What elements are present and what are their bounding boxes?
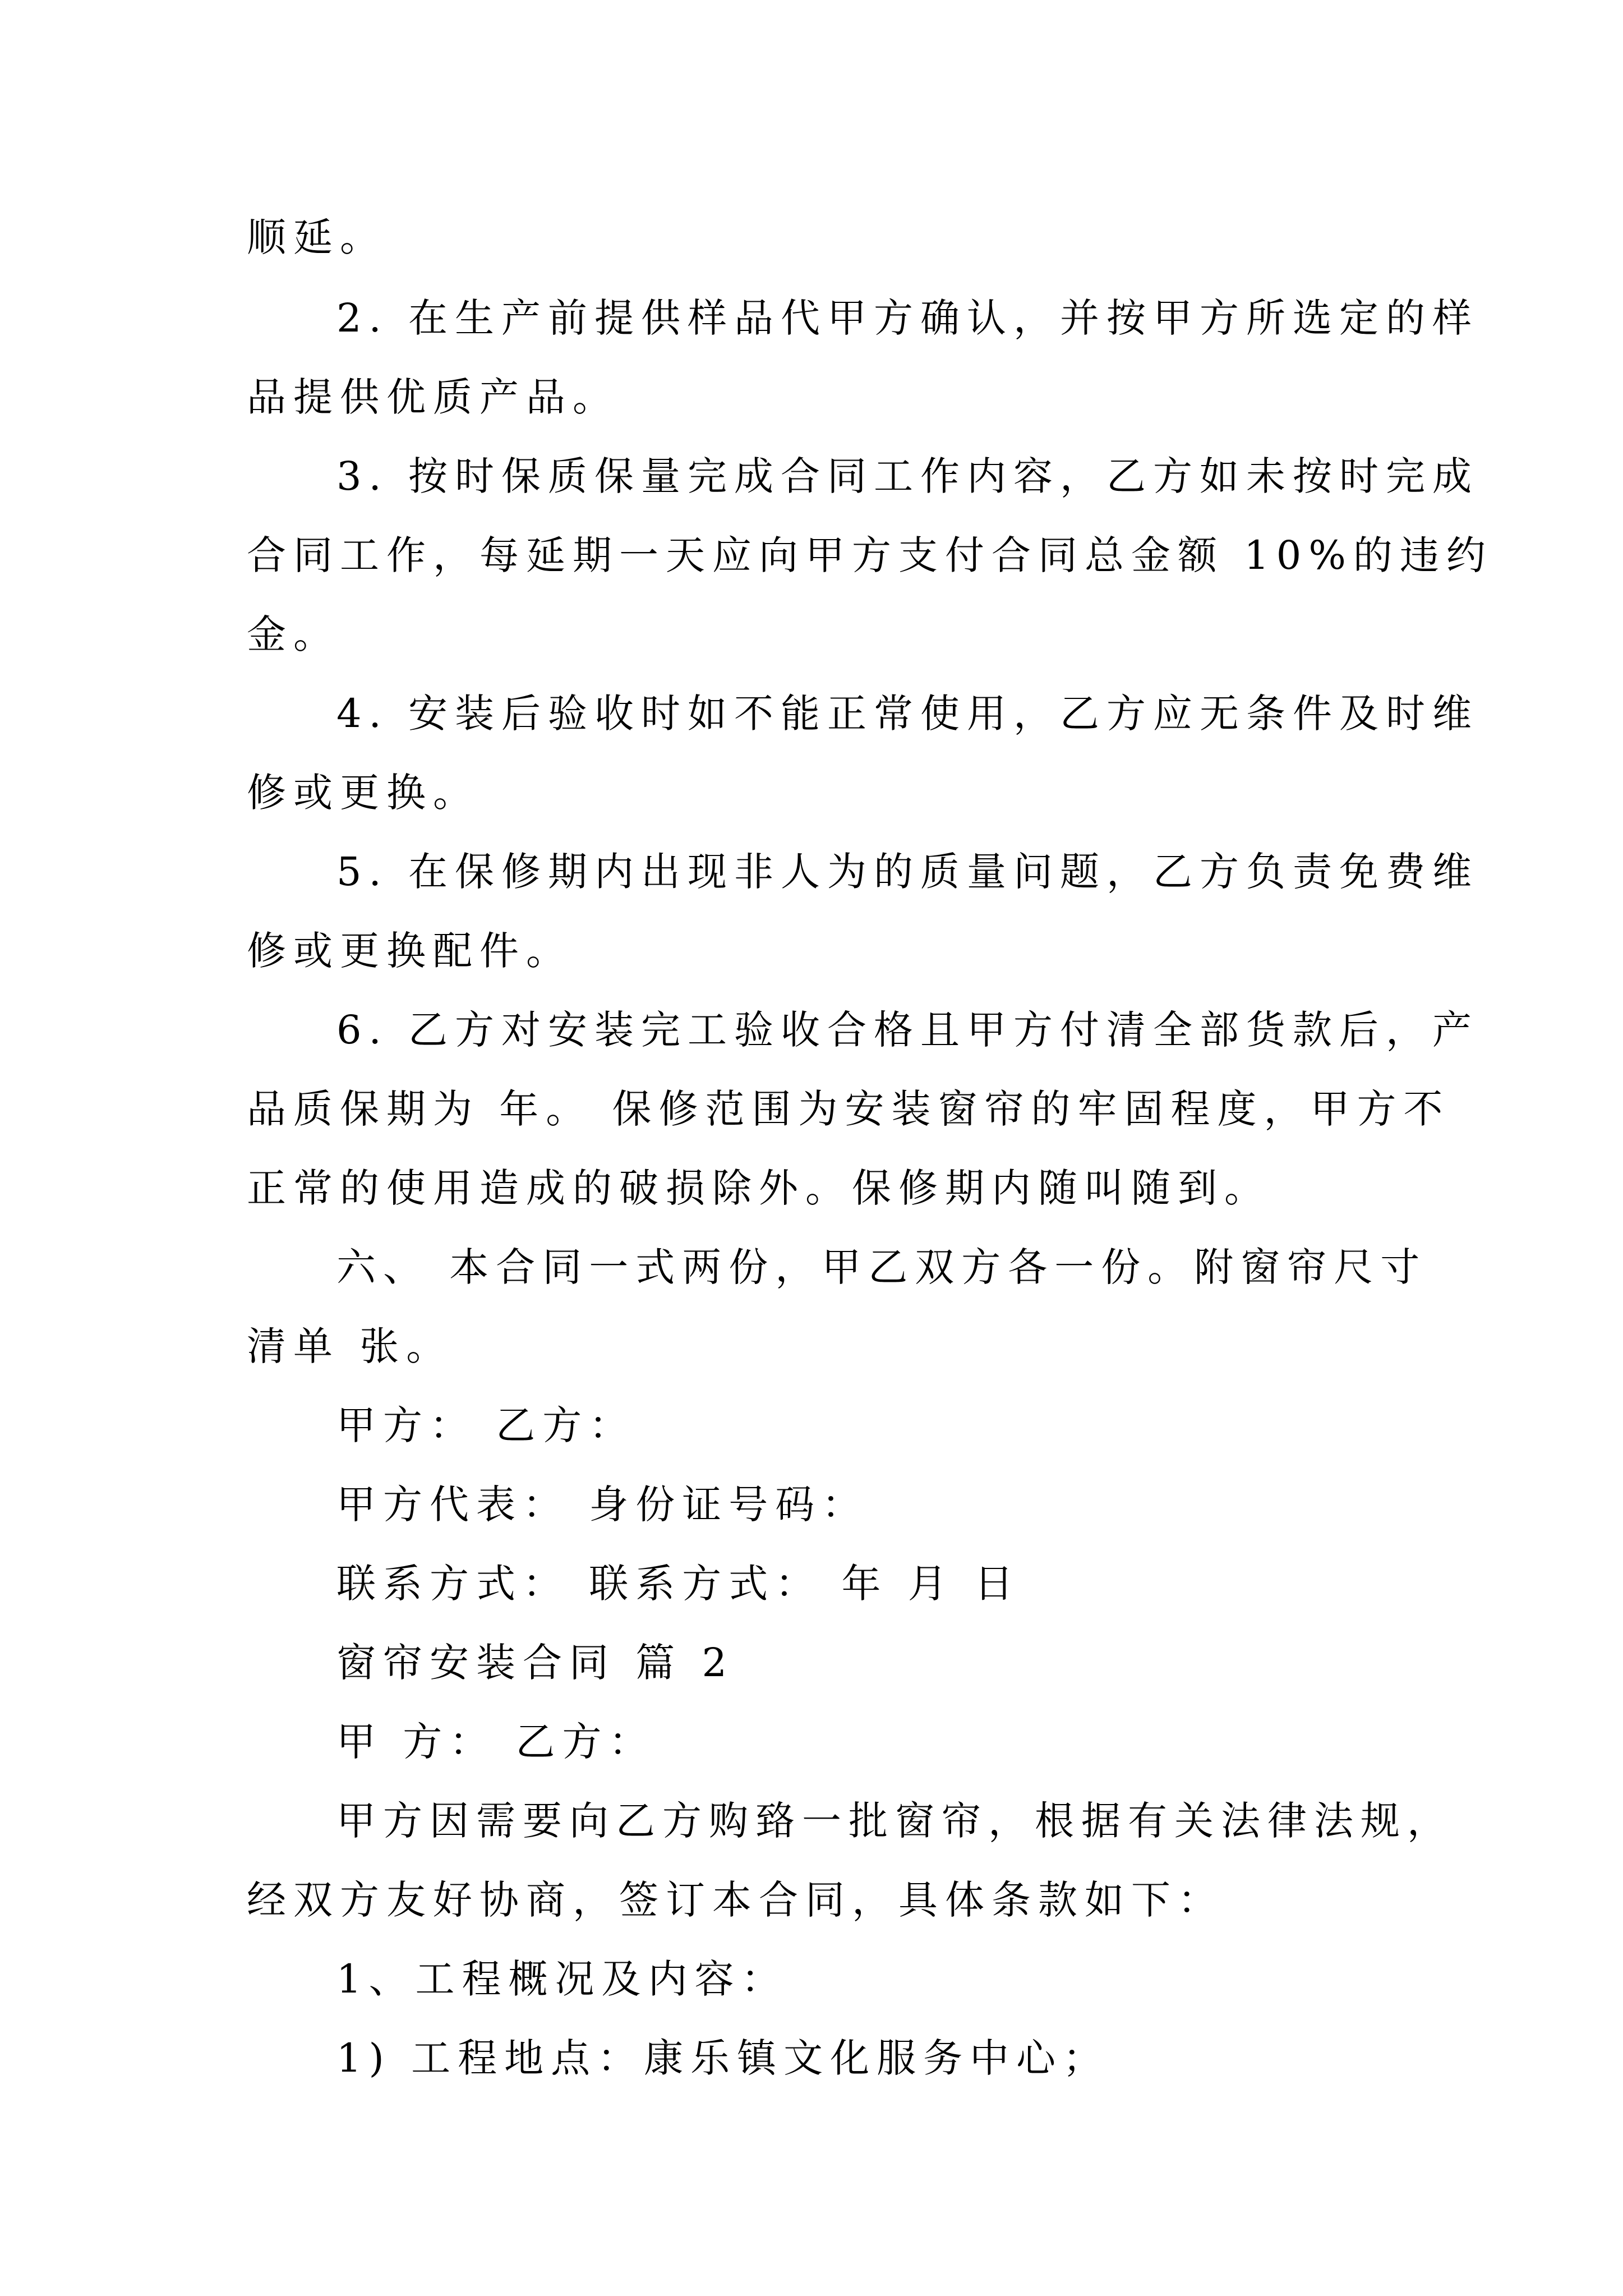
section-heading: 窗帘安装合同 篇 2	[336, 1640, 735, 1686]
text-line: 品质保期为 年。 保修范围为安装窗帘的牢固程度，甲方不	[247, 1086, 1450, 1132]
text-line: 联系方式： 联系方式： 年 月 日	[336, 1561, 1021, 1607]
text-line: 6. 乙方对安装完工验收合格且甲方付清全部货款后，产	[336, 1007, 1479, 1053]
text-line: 4. 安装后验收时如不能正常使用，乙方应无条件及时维	[336, 691, 1479, 737]
text-line: 3. 按时保质保量完成合同工作内容，乙方如未按时完成	[336, 453, 1479, 499]
text-line: 顺延。	[247, 214, 386, 260]
text-line: 修或更换配件。	[247, 928, 573, 974]
text-line: 正常的使用造成的破损除外。保修期内随叫随到。	[247, 1165, 1271, 1211]
text-line: 1) 工程地点：康乐镇文化服务中心；	[336, 2035, 1110, 2081]
text-line: 经双方友好协商，签订本合同，具体条款如下：	[247, 1877, 1224, 1923]
text-line: 5. 在保修期内出现非人为的质量问题，乙方负责免费维	[336, 849, 1479, 895]
text-line: 1、工程概况及内容：	[336, 1956, 788, 2002]
text-line: 甲 方： 乙方：	[336, 1719, 656, 1765]
text-line: 品提供优质产品。	[247, 374, 619, 420]
text-line: 2. 在生产前提供样品代甲方确认，并按甲方所选定的样	[336, 295, 1479, 341]
text-line: 修或更换。	[247, 770, 479, 816]
text-line: 甲方代表： 身份证号码：	[336, 1481, 869, 1527]
text-line: 六、 本合同一式两份，甲乙双方各一份。附窗帘尺寸	[336, 1244, 1427, 1290]
text-line: 金。	[247, 611, 340, 657]
text-line: 合同工作，每延期一天应向甲方支付合同总金额 10%的违约	[247, 532, 1493, 578]
text-line: 甲方因需要向乙方购臵一批窗帘，根据有关法律法规，	[336, 1798, 1454, 1844]
text-line: 甲方： 乙方：	[336, 1402, 636, 1448]
text-line: 清单 张。	[247, 1323, 453, 1369]
